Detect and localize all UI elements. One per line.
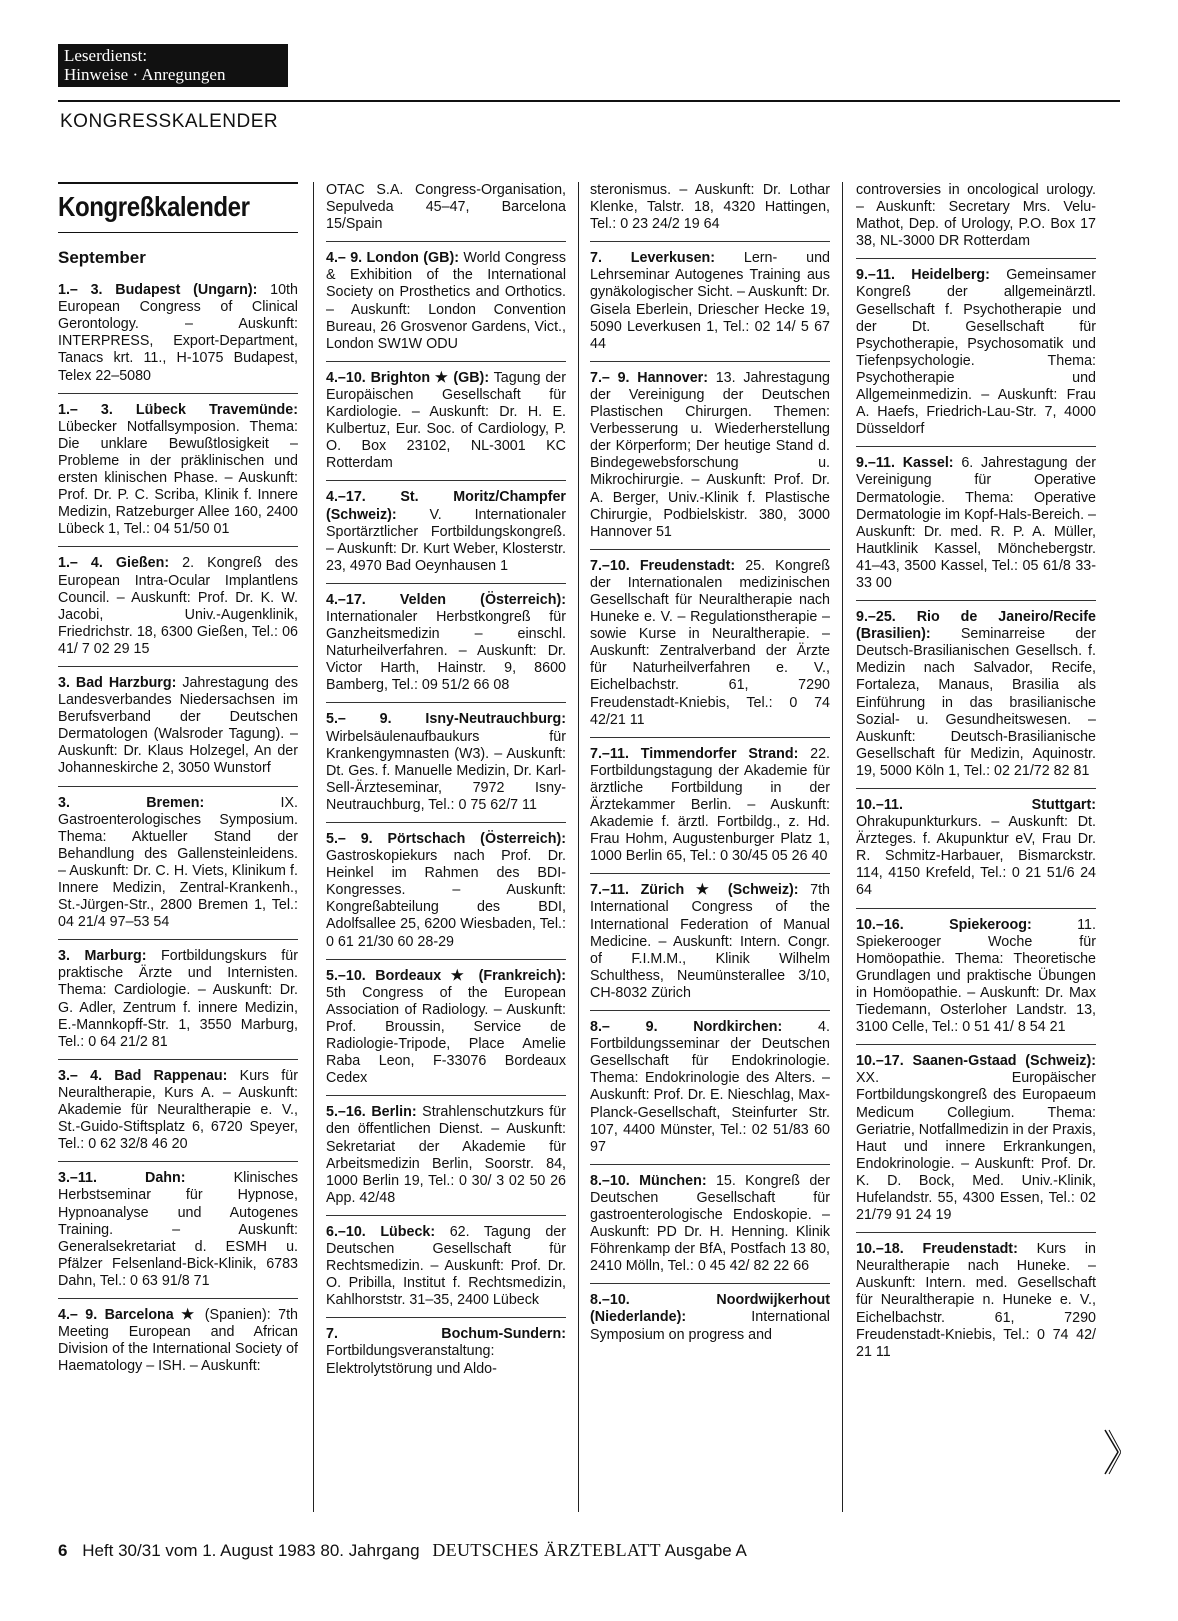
entry-date: 7.– 9. — [590, 369, 630, 386]
entry-location: Saanen-Gstaad (Schweiz): — [912, 1053, 1096, 1070]
entry-text: Kurs in Neuraltherapie nach Huneke. – Auskunft: Intern. med. Gesellschaft für Neuraltherapie n. Huneke e. V., Eichelbachstr. 61, 7290 Freudenstadt-Kniebis, Tel.: 0 74 42/ 21 11 — [856, 1241, 1096, 1360]
entry-text: Internationaler Herbstkongreß für Ganzheitsmedizin – einschl. Naturheilverfahren. – Auskunft: Dr. Victor Harth, Hainstr. 9, 8600 Bamberg, Tel.: 09 51/2 66 08 — [326, 608, 566, 694]
entry-text: 4. Fortbildungsseminar der Deutschen Gesellschaft für Endokrinologie. Thema: Endokrinologie des Alters. – Auskunft: Prof. Dr. E. Nieschlag, Max-Planck-Gesellschaft, Steinfurter Str. 107, 4400 Münster, Tel.: 02 51/83 60 97 — [590, 1019, 830, 1155]
entry-location: Heidelberg: — [911, 267, 990, 284]
entry-location: Timmendorfer Strand: — [640, 745, 799, 762]
continue-arrow-icon — [1103, 1428, 1121, 1476]
entry-location: Freudenstadt: — [922, 1241, 1018, 1258]
entry-location: Hannover: — [637, 369, 708, 386]
calendar-entry — [856, 267, 1096, 447]
calendar-entry — [326, 711, 566, 823]
entry-date: 8.–10. — [590, 1172, 630, 1189]
calendar-entry — [58, 795, 298, 941]
section-label: KONGRESSKALENDER — [60, 111, 279, 132]
entry-location: Bremen: — [146, 794, 205, 811]
header-rule — [58, 100, 1120, 102]
entry-date: 4.–17. — [326, 591, 366, 608]
entry-text: (Spanien): 7th Meeting European and African Division of the International Society of Haematology – ISH. – Auskunft: — [58, 1306, 299, 1375]
entry-text: Fortbildungsveranstaltung: Elektrolytstörung und Aldo- — [326, 1343, 497, 1377]
entry-text: 6. Jahrestagung der Vereinigung für Operative Dermatologie. Thema: Operative Dermatologie im Kopf-Hals-Bereich. – Auskunft: Dr. med. R. P. A. Müller, Hautklinik Kassel, Mönchebergstr. 41–43, 3500 Kassel, Tel.: 05 61/8 33-33 00 — [856, 455, 1096, 591]
entry-text: International Symposium on progress and — [590, 1309, 830, 1343]
entry-text: 22. Fortbildungstagung der Akademie für ärztliche Fortbildung in der Ärztekammer Berlin. – Auskunft: Akademie f. ärztl. Fortbildg., z. Hd. Frau Hohm, Augustenburger Platz 1, 1000 Berlin 65, Tel.: 0 30/45 05 26 40 — [590, 745, 830, 865]
entry-text: Gemeinsamer Kongreß der allgemeinärztl. Gesellschaft f. Psychotherapie und der Dt. Gesellschaft für Psychotherapie, Psychosomatik und Tiefenpsychologie. Thema: Psychotherapie und Allgemeinmedizin. – Auskunft: Frau A. Haefs, Friedrich-Lau-Str. 7, 4000 Düsseldorf — [856, 267, 1096, 438]
entry-location: Spiekeroog: — [949, 916, 1032, 933]
column-2 — [326, 182, 566, 1394]
entry-text: Seminarreise der Deutsch-Brasilianischen Gesellsch. f. Medizin nach Salvador, Recife, Fortaleza, Manaus, Brasilia als Einführung in das brasilianische Sozial- u. Gesundheitswesen. – Auskunft: Deutsch-Brasilianische Gesellschaft für Medizin, Aquinostr. 19, 5000 Köln 1, Tel.: 02 21/72 82 81 — [856, 626, 1096, 779]
column-divider — [313, 182, 314, 1512]
calendar-entry — [856, 455, 1096, 601]
entry-text: Tagung der Europäischen Gesellschaft für Kardiologie. – Auskunft: Dr. H. E. Kulbertuz, Eur. Soc. of Cardiology, P. O. Box 23102, NL-3001 KC Rotterdam — [326, 369, 567, 472]
entry-location: Velden (Österreich): — [399, 591, 566, 608]
entry-text: 5th Congress of the European Association of Radiology. – Auskunft: Prof. Broussin, Service de Radiologie-Tripode, Place Amelie Raba Leon, F-33076 Bordeaux Cedex — [326, 984, 566, 1087]
column-divider — [842, 182, 843, 1512]
entry-text: Strahlenschutzkurs für den öffentlichen Dienst. – Auskunft: Sekretariat der Akademie für Arbeitsmedizin Berlin, Soorstr. 84, 1000 Berlin 19, Tel.: 0 30/ 3 02 50 26 App. 42/48 — [326, 1104, 566, 1206]
calendar-entry — [590, 746, 830, 875]
calendar-entry — [58, 555, 298, 667]
calendar-entry — [856, 917, 1096, 1046]
entry-date: 7.–11. — [590, 882, 629, 899]
entry-location: St. Moritz/Champfer (Schweiz): — [326, 489, 566, 523]
entry-list — [326, 182, 566, 1386]
entry-text: V. Internationaler Sportärztlicher Fortbildungskongreß. – Auskunft: Dr. Kurt Weber, Klosterstr. 23, 4970 Bad Oeynhausen 1 — [326, 506, 566, 574]
column-4 — [856, 182, 1096, 1377]
month-heading: September — [58, 248, 146, 267]
entry-location: Leverkusen: — [630, 250, 716, 267]
entry-date: 9.–11. — [856, 455, 895, 472]
entry-location: Rio de Janeiro/Recife (Brasilien): — [856, 609, 1096, 643]
entry-date: 7. — [590, 250, 602, 267]
entry-date: 7.–11. — [590, 745, 629, 762]
entry-date: 8.– 9. — [590, 1019, 658, 1036]
calendar-entry — [326, 489, 566, 583]
entry-text: steronismus. – Auskunft: Dr. Lothar Klenke, Talstr. 18, 4320 Hattingen, Tel.: 0 23 24/2 19 64 — [590, 182, 830, 233]
entry-location: Marburg: — [84, 948, 147, 965]
entry-list — [590, 182, 830, 1352]
calendar-entry — [326, 1326, 566, 1385]
calendar-entry — [856, 609, 1096, 789]
entry-date: 1.– 4. — [58, 555, 103, 572]
entry-date: 3.–11. — [58, 1170, 97, 1187]
entry-date: 4.–10. — [326, 369, 366, 386]
entry-location: Budapest (Ungarn): — [115, 282, 258, 299]
edition-label: Ausgabe A — [664, 1541, 747, 1560]
column-1 — [58, 182, 298, 1391]
entry-date: 4.– 9. — [326, 250, 363, 267]
entry-text: 25. Kongreß der Internationalen medizinischen Gesellschaft für Neuraltherapie nach Huneke e. V. – Regulationstherapie – sowie Kurse in Neuraltherapie. – Auskunft: Zentralverband der Ärzte für Naturheilverfahren e. V., Eichelbachstr. 61, 7290 Freudenstadt-Kniebis, Tel.: 0 74 42/21 11 — [590, 557, 830, 728]
entry-text: XX. Europäischer Fortbildungskongreß des Europaeum Medicum Collegium. Thema: Geriatrie, Notfallmedizin in der Praxis, Haut und innere Erkrankungen, Endokrinologie. – Auskunft: Prof. Dr. K. D. Bock, Med. Univ.-Klinik, Hufelandstr. 55, 4300 Essen, Tel.: 02 21/79 91 24 19 — [856, 1070, 1096, 1224]
entry-location: Dahn: — [145, 1170, 186, 1187]
entry-date: 3. — [58, 948, 70, 965]
entry-date: 7.–10. — [590, 557, 630, 574]
entry-text: Wirbelsäulenaufbaukurs für Krankengymnasten (W3). – Auskunft: Dt. Ges. f. Manuelle Medizin, Dr. Karl-Sell-Ärzteseminar, 7972 Isny-Neutrauchburg, Tel.: 0 75 62/7 11 — [326, 728, 566, 813]
calendar-entry — [856, 797, 1096, 909]
entry-text: Fortbildungskurs für praktische Ärzte und Internisten. Thema: Cardiologie. – Auskunft: Dr. G. Adler, Zentrum f. innere Medizin, E.-Mannkopff-Str. 1, 3550 Marburg, Tel.: 0 64 21/2 81 — [58, 948, 298, 1050]
calendar-entry — [326, 1224, 566, 1318]
journal-name: DEUTSCHES ÄRZTEBLATT — [432, 1540, 661, 1560]
entry-location: Zürich ★ (Schweiz): — [640, 882, 799, 899]
calendar-entry — [590, 182, 830, 242]
entry-text: Jahrestagung des Landesverbandes Niedersachsen im Berufsverband der Deutschen Dermatologen (Walsroder Tagung). – Auskunft: Dr. Klaus Holzegel, An der Johanneskirche 2, 3050 Wunstorf — [58, 674, 298, 777]
entry-text: IX. Gastroenterologisches Symposium. Thema: Aktueller Stand der Behandlung des Gallensteinleidens. – Auskunft: Dr. C. H. Viets, Klinikum f. Innere Medizin, Zentral-Krankenh., St.-Jürgen-Str., 2800 Bremen 1, Tel.: 04 21/4 97–53 54 — [58, 794, 298, 931]
calendar-entry — [590, 1019, 830, 1165]
calendar-entry — [590, 882, 830, 1011]
header-line-2: Hinweise · Anregungen — [64, 65, 226, 84]
entry-location: Noordwijkerhout (Niederlande): — [590, 1292, 830, 1326]
entry-text: 13. Jahrestagung der Vereinigung der Deutschen Plastischen Chirurgen. Themen: Verbesserung u. Wiederherstellung der Körperform; Der heutige Stand d. Bindegewebsforschung u. Mikrochirurgie. – Auskunft: Prof. Dr. A. Berger, Univ.-Klinik f. Plastische Chirurgie, Podbielskistr. 380, 3000 Hannover 51 — [590, 369, 830, 540]
page-title: Kongreßkalender — [58, 191, 250, 222]
calendar-entry — [590, 1173, 830, 1285]
entry-location: Bad Harzburg: — [75, 674, 177, 691]
entry-location: Bordeaux ★ (Frankreich): — [375, 967, 566, 984]
entry-date: 3. — [58, 794, 70, 811]
entry-text: controversies in oncological urology. – Auskunft: Secretary Mrs. Velu-Mathot, Dep. of Urology, P.O. Box 17 38, NL-3000 DR Rotterdam — [856, 182, 1096, 250]
entry-date: 5.–10. — [326, 967, 366, 984]
entry-location: Pörtschach (Österreich): — [387, 831, 566, 847]
entry-date: 1.– 3. — [58, 282, 103, 299]
entry-text: Lern- und Lehrseminar Autogenes Training aus gynäkologischer Sicht. – Auskunft: Dr. Gisela Eberlein, Driescher Hecke 19, 5090 Leverkusen 1, Tel.: 02 14/ 5 67 44 — [590, 250, 830, 352]
entry-date: 9.–11. — [856, 267, 895, 284]
page-footer — [58, 1540, 747, 1561]
calendar-entry — [326, 968, 566, 1097]
entry-location: Nordkirchen: — [693, 1019, 783, 1036]
entry-date: 10.–11. — [856, 797, 903, 813]
calendar-entry — [58, 1068, 298, 1162]
entry-location: Bochum-Sundern: — [441, 1326, 566, 1343]
calendar-entry — [590, 1292, 830, 1351]
entry-date: 10.–16. — [856, 916, 904, 933]
entry-location: Isny-Neutrauchburg: — [425, 711, 566, 728]
entry-date: 3.– 4. — [58, 1067, 103, 1084]
entry-date: 10.–18. — [856, 1241, 904, 1258]
entry-text: Kurs für Neuraltherapie, Kurs A. – Auskunft: Akademie für Neuraltherapie e. V., St.-Guido-Stiftsplatz 6, 6720 Speyer, Tel.: 0 62 32/8 46 20 — [58, 1067, 298, 1153]
entry-location: München: — [639, 1172, 707, 1189]
entry-text: OTAC S.A. Congress-Organisation, Sepulveda 45–47, Barcelona 15/Spain — [326, 182, 566, 233]
calendar-entry — [58, 1170, 298, 1299]
entry-text: Ohrakupunkturkurs. – Auskunft: Dt. Ärzteges. f. Akupunktur eV, Frau Dr. R. Schmitz-Harbauer, Bismarckstr. 114, 4150 Krefeld, Tel.: 0 21 51/6 24 64 — [856, 814, 1096, 899]
calendar-entry — [58, 282, 298, 394]
entry-text: 15. Kongreß der Deutschen Gesellschaft für gastroenterologische Endoskopie. – Auskunft: PD Dr. H. Henning. Klinik Föhrenkamp der BfA, Postfach 13 80, 2410 Mölln, Tel.: 0 45 42/ 82 22 66 — [590, 1172, 830, 1275]
entry-location: Freudenstadt: — [639, 557, 736, 574]
header-line-1: Leserdienst: — [64, 46, 148, 65]
entry-text: 62. Tagung der Deutschen Gesellschaft für Rechtsmedizin. – Auskunft: Prof. Dr. O. Pribilla, Institut f. Rechtsmedizin, Kahlhorststr. 31–35, 2400 Lübeck — [326, 1223, 566, 1309]
calendar-entry — [58, 1307, 298, 1383]
calendar-entry — [590, 250, 830, 362]
entry-location: Kassel: — [902, 455, 954, 472]
calendar-entry — [590, 558, 830, 738]
entry-location: London (GB): — [366, 250, 459, 267]
entry-date: 1.– 3. — [58, 401, 113, 418]
entry-location: Brighton ★ (GB): — [370, 369, 490, 386]
entry-location: Stuttgart: — [1031, 797, 1096, 813]
entry-list — [856, 182, 1096, 1369]
page-number: 6 — [58, 1541, 68, 1560]
calendar-entry — [326, 592, 566, 704]
entry-text: 11. Spiekerooger Woche für Homöopathie. Thema: Theoretische Grundlagen und praktische Übungen in Homöopathie. – Auskunft: Dr. Max Tiedemann, Osterloher Landstr. 13, 3100 Celle, Tel.: 0 51 41/ 8 54 21 — [856, 916, 1096, 1036]
title-rule — [58, 182, 298, 184]
entry-location: Lübeck: — [380, 1223, 436, 1240]
calendar-entry — [58, 948, 298, 1060]
leserdienst-header — [58, 44, 288, 87]
calendar-entry — [58, 675, 298, 787]
calendar-entry — [58, 402, 298, 548]
entry-location: Lübeck Travemünde: — [135, 401, 298, 418]
entry-location: Gießen: — [115, 555, 170, 572]
column-3 — [590, 182, 830, 1360]
calendar-entry — [326, 831, 566, 960]
entry-text: 7th International Congress of the International Federation of Manual Medicine. – Auskunft: Intern. Congr. of F.I.M.M., Klinik Wilhelm Schulthess, Neumünsterallee 3/10, CH-8032 Zürich — [590, 882, 830, 1001]
entry-date: 4.–17. — [326, 489, 366, 506]
entry-date: 5.– 9. — [326, 711, 392, 728]
calendar-entry — [326, 182, 566, 242]
calendar-entry — [326, 1104, 566, 1216]
calendar-entry — [856, 182, 1096, 259]
entry-text: World Congress & Exhibition of the International Society on Prosthetics and Orthotics. – Auskunft: London Convention Bureau, 26 Grosvenor Gardens, Vict., London SW1W ODU — [326, 250, 566, 352]
entry-date: 6.–10. — [326, 1223, 366, 1240]
entry-date: 5.–16. — [326, 1104, 366, 1121]
entry-date: 7. — [326, 1326, 338, 1343]
entry-date: 3. — [58, 674, 70, 691]
entry-date: 5.– 9. — [326, 831, 373, 847]
entry-location: Berlin: — [371, 1104, 417, 1121]
column-divider — [578, 182, 579, 1512]
entry-text: Lübecker Notfallsymposion. Thema: Die unklare Bewußtlosigkeit – Probleme in der präklinischen und ersten klinischen Phase. – Auskunft: Prof. Dr. P. C. Scriba, Klinik f. Innere Medizin, Ratzeburger Allee 160, 2400 Lübeck 1, Tel.: 04 51/50 01 — [58, 418, 298, 538]
title-rule — [58, 232, 298, 233]
calendar-entry — [856, 1053, 1096, 1233]
calendar-entry — [590, 370, 830, 550]
issue-info: Heft 30/31 vom 1. August 1983 80. Jahrgang — [82, 1541, 420, 1560]
entry-text: 10th European Congress of Clinical Gerontology. – Auskunft: INTERPRESS, Export-Department, Tanacs krt. 11., H-1075 Budapest, Telex 22–5080 — [58, 282, 298, 384]
calendar-entry — [326, 250, 566, 362]
entry-date: 4.– 9. — [58, 1306, 98, 1323]
entry-text: Gastroskopiekurs nach Prof. Dr. Heinkel im Rahmen des BDI-Kongresses. – Auskunft: Kongreßabteilung des BDI, Adolfsallee 25, 6200 Wiesbaden, Tel.: 0 61 21/30 60 28-29 — [326, 848, 566, 950]
entry-date: 8.–10. — [590, 1292, 630, 1309]
entry-location: Bad Rappenau: — [114, 1067, 228, 1084]
calendar-entry — [326, 370, 566, 482]
calendar-entry — [856, 1241, 1096, 1369]
entry-location: Barcelona ★ — [104, 1306, 198, 1323]
entry-text: Klinisches Herbstseminar für Hypnose, Hypnoanalyse und Autogenes Training. – Auskunft: Generalsekretariat d. ESMH u. Pfälzer Felsenland-Bick-Klinik, 6783 Dahn, Tel.: 0 63 91/8 71 — [58, 1170, 298, 1289]
entry-date: 10.–17. — [856, 1053, 904, 1070]
entry-list — [58, 282, 298, 1383]
entry-date: 9.–25. — [856, 609, 896, 626]
entry-text: 2. Kongreß des European Intra-Ocular Implantlens Council. – Auskunft: Prof. Dr. K. W. Jacobi, Univ.-Augenklinik, Friedrichstr. 18, 6300 Gießen, Tel.: 06 41/ 7 02 29 15 — [58, 555, 298, 657]
